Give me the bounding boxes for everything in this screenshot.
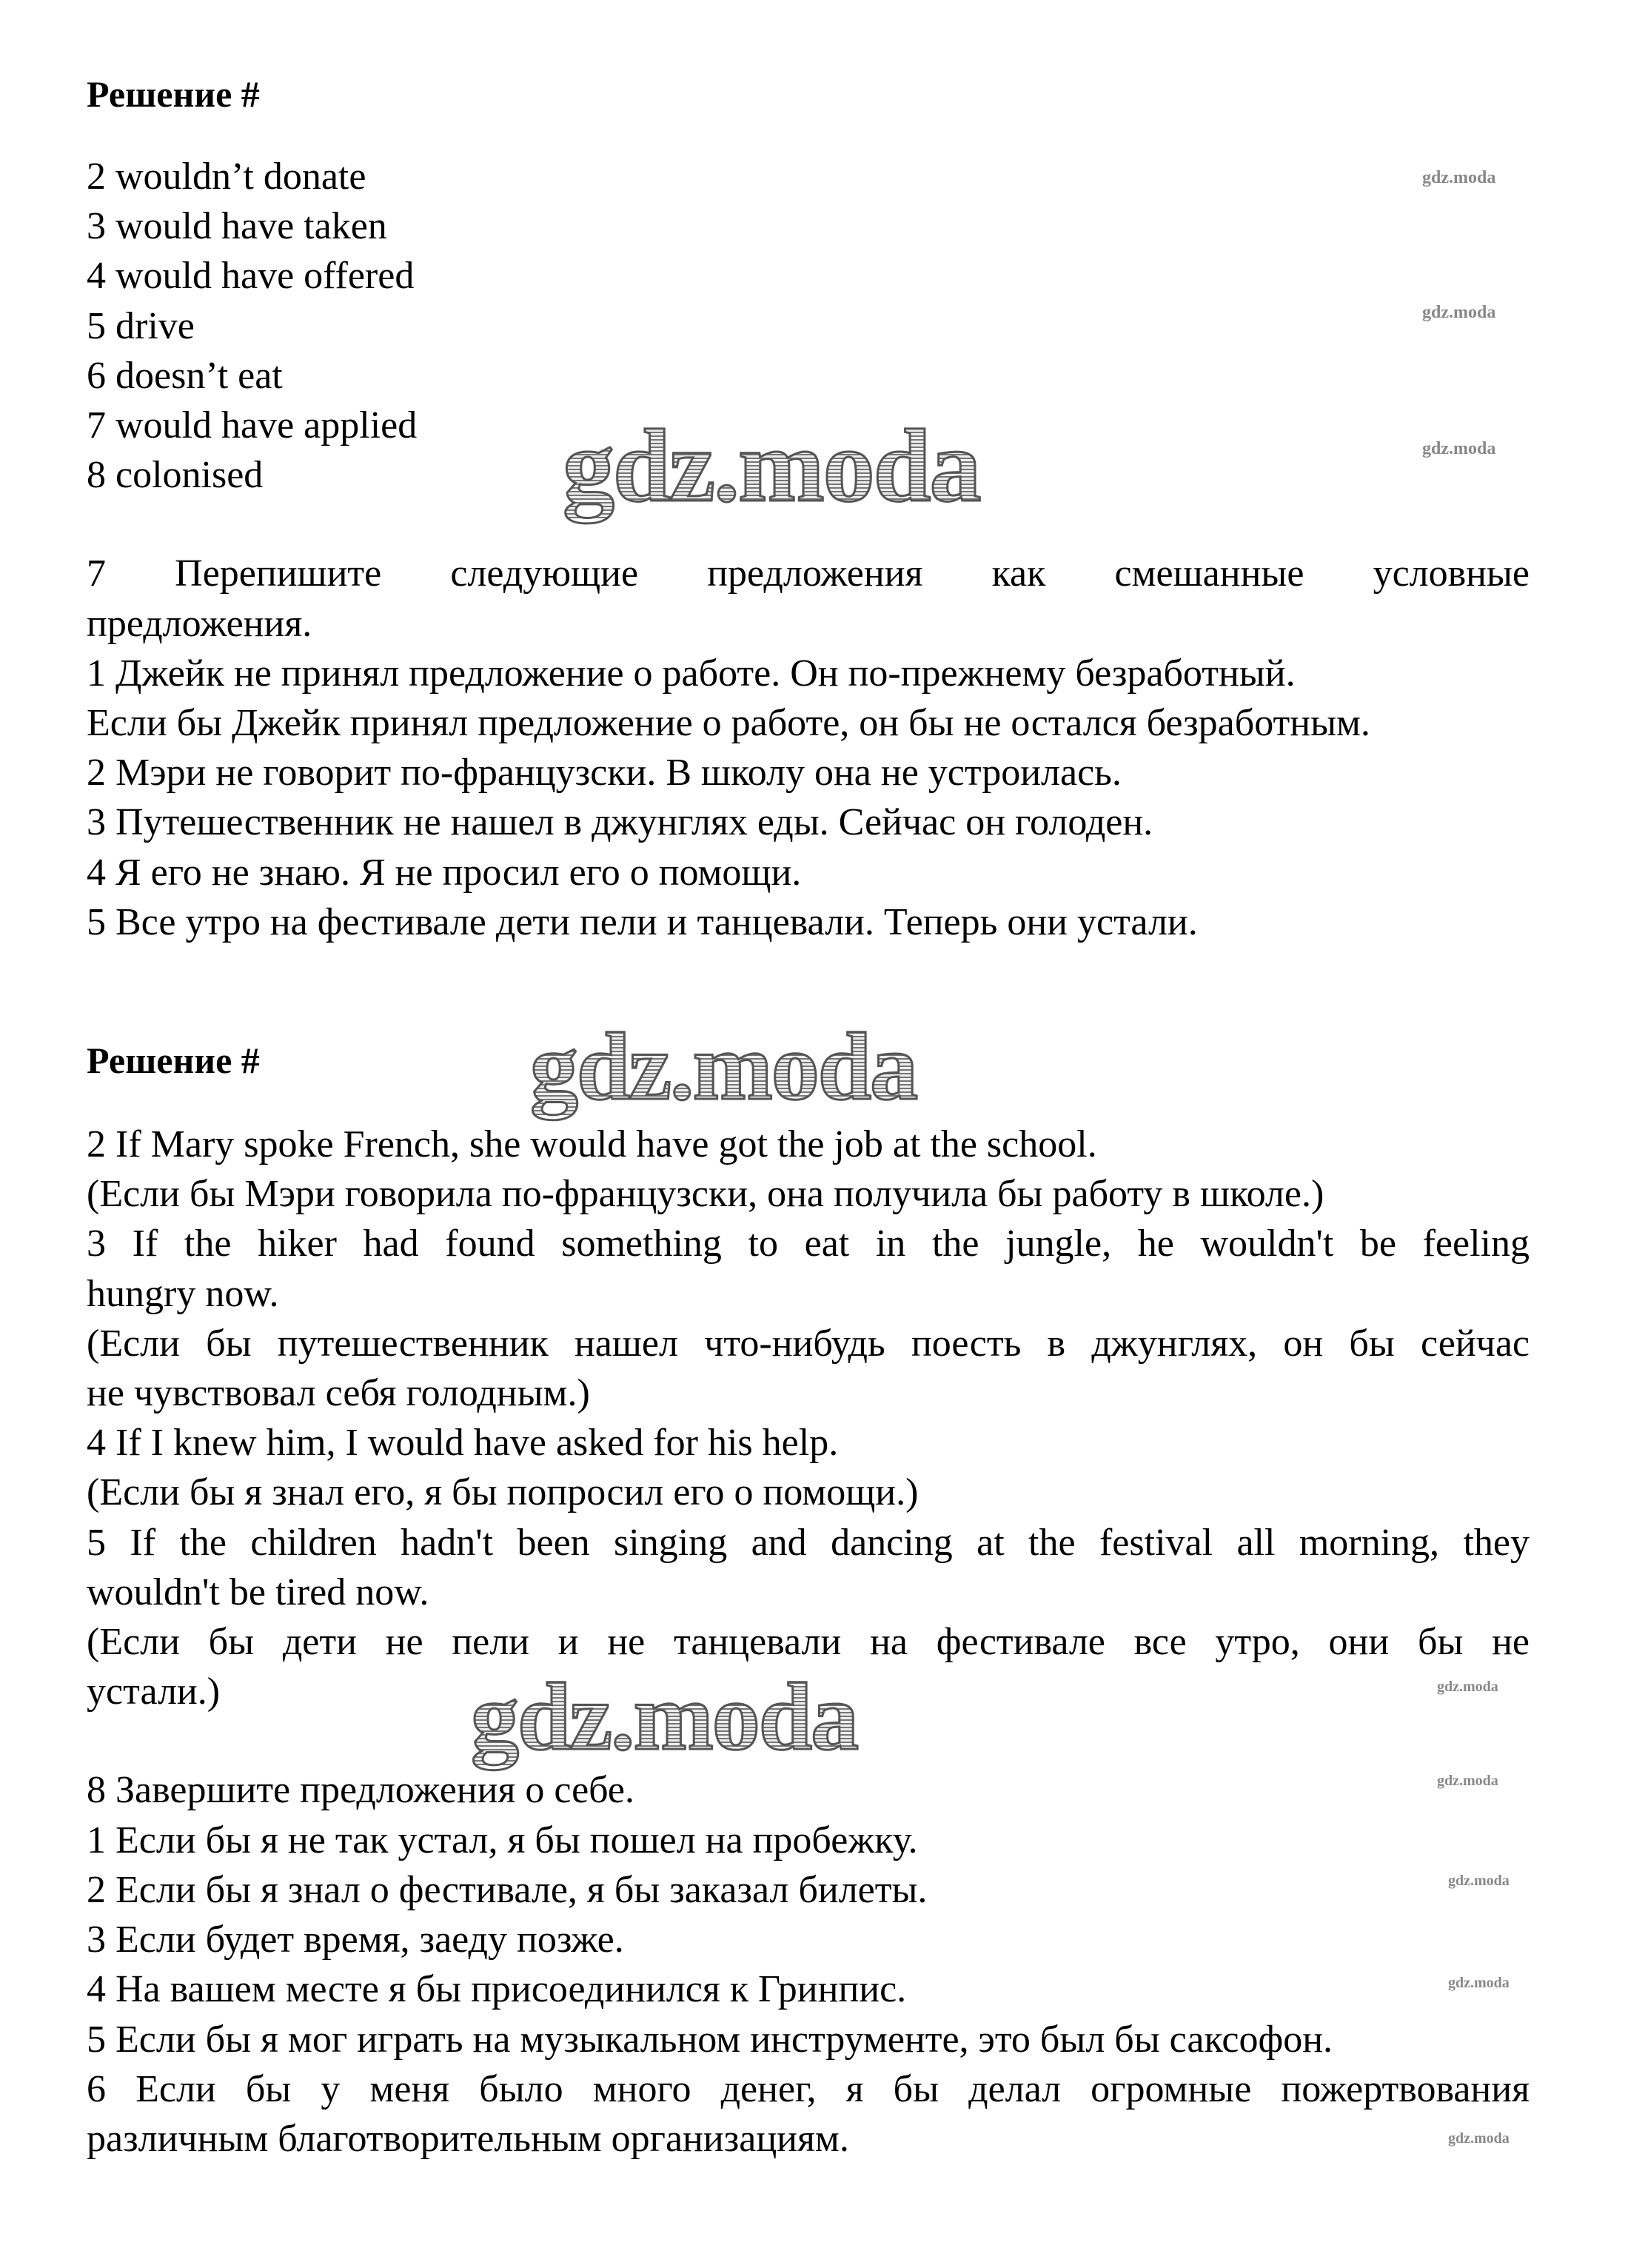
answer-line: 4 would have offered <box>87 255 415 298</box>
answer-line: 5 drive <box>87 304 195 347</box>
answer-line: (Если бы дети не пели и не танцевали на фестивале все утро, они бы не <box>87 1621 1530 1664</box>
watermark-logo: gdz.moda <box>563 409 980 523</box>
task-7 <box>87 549 1530 947</box>
answer-line: 2 wouldn’t donate <box>87 155 366 198</box>
answer-line: hungry now. <box>87 1272 279 1315</box>
watermark-small: gdz.moda <box>1448 2130 1510 2147</box>
answer-line: 6 doesn’t eat <box>87 354 283 397</box>
task-line: 1 Если бы я не так устал, я бы пошел на пробежку. <box>87 1819 918 1861</box>
answer-line: wouldn't be tired now. <box>87 1570 429 1613</box>
task-title: 7 Перепишите следующие предложения как смешанные условные <box>87 552 1530 595</box>
answer-line: 4 If I knew him, I would have asked for his help. <box>87 1422 839 1465</box>
answer-line: 3 would have taken <box>87 205 387 248</box>
solution-heading: Решение # <box>87 73 260 115</box>
task-line: 5 Все утро на фестивале дети пели и танцевали. Теперь они устали. <box>87 900 1198 943</box>
solution-heading: Решение # <box>87 1040 260 1082</box>
solution-2 <box>87 1036 1530 1716</box>
task-line: 4 Я его не знаю. Я не просил его о помощи. <box>87 851 802 894</box>
task-line: 6 Если бы у меня было много денег, я бы делал огромные пожертвования <box>87 2067 1530 2110</box>
answer-line: не чувствовал себя голодным.) <box>87 1372 590 1415</box>
task-line: 3 Путешественник не нашел в джунглях еды. Сейчас он голоден. <box>87 801 1153 844</box>
task-title: предложения. <box>87 602 312 645</box>
task-line: 3 Если будет время, заеду позже. <box>87 1919 624 1961</box>
task-line: Если бы Джейк принял предложение о работе, он бы не остался безработным. <box>87 702 1370 745</box>
watermark-small: gdz.moda <box>1422 439 1496 458</box>
answer-line: 3 If the hiker had found something to eat in the jungle, he wouldn't be feeling <box>87 1222 1530 1265</box>
answer-line: 5 If the children hadn't been singing and dancing at the festival all morning, they <box>87 1521 1530 1564</box>
watermark-logo: gdz.moda <box>530 1014 917 1120</box>
answer-line: 7 would have applied <box>87 404 418 447</box>
task-line: 5 Если бы я мог играть на музыкальном инструменте, это был бы саксофон. <box>87 2018 1333 2061</box>
answer-line: 8 colonised <box>87 454 264 497</box>
answer-line: (Если бы Мэри говорила по-французски, она получила бы работу в школе.) <box>87 1173 1324 1216</box>
watermark-small: gdz.moda <box>1437 1679 1498 1695</box>
answer-line: (Если бы я знал его, я бы попросил его о помощи.) <box>87 1471 919 1514</box>
task-line: 4 На вашем месте я бы присоединился к Гринпис. <box>87 1968 907 2011</box>
task-line: 2 Если бы я знал о фестивале, я бы заказал билеты. <box>87 1868 928 1911</box>
answer-line: 2 If Mary spoke French, she would have got the job at the school. <box>87 1123 1097 1166</box>
watermark-small: gdz.moda <box>1448 1873 1510 1889</box>
answer-line: (Если бы путешественник нашел что-нибудь поесть в джунглях, он бы сейчас <box>87 1322 1530 1365</box>
watermark-small: gdz.moda <box>1437 1773 1498 1789</box>
watermark-logo: gdz.moda <box>471 1664 858 1770</box>
task-line: 1 Джейк не принял предложение о работе. Он по-прежнему безработный. <box>87 652 1296 695</box>
watermark-small: gdz.moda <box>1422 303 1496 322</box>
task-line: 2 Мэри не говорит по-французски. В школу она не устроилась. <box>87 752 1122 795</box>
watermark-small: gdz.moda <box>1422 168 1496 187</box>
answer-line: устали.) <box>87 1670 221 1713</box>
task-line: различным благотворительным организациям. <box>87 2117 849 2160</box>
watermark-small: gdz.moda <box>1448 1975 1510 1991</box>
task-title: 8 Завершите предложения о себе. <box>87 1769 635 1812</box>
task-8 <box>87 1765 1530 2164</box>
